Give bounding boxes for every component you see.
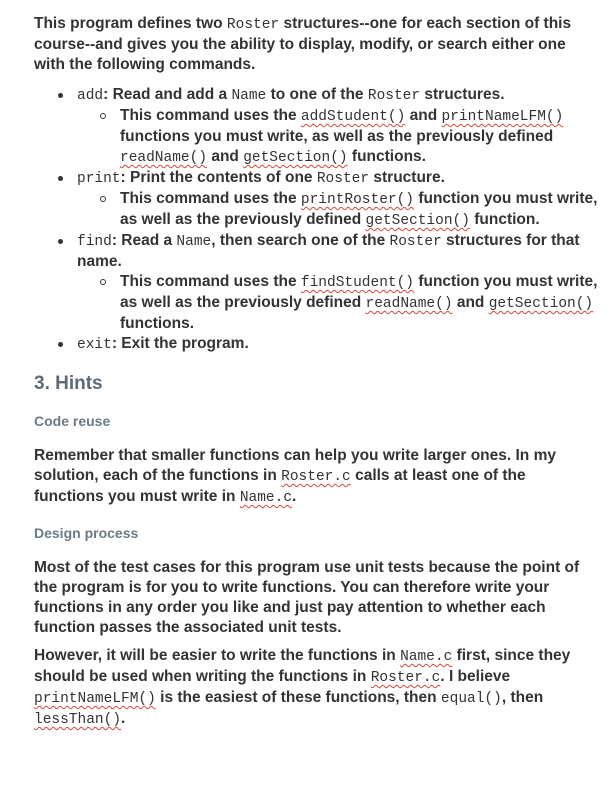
code-add: add	[77, 88, 104, 104]
code-reuse-heading: Code reuse	[34, 413, 111, 429]
code-readName: readName()	[120, 150, 208, 166]
code-getSection: getSection()	[365, 213, 470, 229]
code-getSection: getSection()	[488, 296, 594, 312]
command-item-print: print: Print the contents of one Roster structure. This command uses the printRoster() function you must write, as well as the previously defined getSection() function.	[34, 168, 599, 231]
code-lessThan: lessThan()	[34, 712, 122, 728]
code-reuse-paragraph: Remember that smaller functions can help you write larger ones. In my solution, each of the functions in Roster.c calls at least one of the functions you must write in Name.c.	[34, 447, 556, 506]
document-body	[34, 14, 599, 730]
code-printNameLFM: printNameLFM()	[34, 691, 156, 707]
code-roster: Roster	[226, 17, 280, 33]
code-print: print	[77, 171, 121, 187]
command-item-exit: exit: Exit the program.	[34, 334, 599, 355]
find-detail-item: This command uses the findStudent() function you must write, as well as the previously defined readName() and getSection() functions.	[77, 272, 599, 334]
design-paragraph-2: However, it will be easier to write the functions in Name.c first, since they should be used when writing the functions in Roster.c. I believe printNameLFM() is the easiest of these functions, then equal(), then lessThan().	[34, 647, 571, 728]
code-roster-c: Roster.c	[281, 469, 351, 485]
code-getSection: getSection()	[243, 150, 348, 166]
add-detail-item: This command uses the addStudent() and printNameLFM() functions you must write, as well as the previously defined readName() and getSection() functions.	[77, 106, 599, 168]
code-printNameLFM: printNameLFM()	[441, 109, 564, 125]
add-detail-list	[77, 106, 599, 168]
code-readName: readName()	[365, 296, 453, 312]
code-find: find	[77, 234, 112, 250]
code-findStudent: findStudent()	[300, 275, 415, 291]
find-detail-list	[77, 272, 599, 334]
design-paragraph-1: Most of the test cases for this program use unit tests because the point of the program is for you to write functions. You can therefore write your functions in any order you like and just pay attention to whether each function passes the associated unit tests.	[34, 559, 580, 636]
command-item-find: find: Read a Name, then search one of the Roster structures for that name. This command uses the findStudent() function you must write, as well as the previously defined readName() and getSection() functions.	[34, 231, 599, 334]
print-detail-list	[77, 189, 599, 231]
hints-heading: 3. Hints	[34, 373, 103, 394]
command-list	[34, 85, 599, 355]
code-equal: equal()	[440, 691, 502, 707]
code-exit: exit	[77, 337, 112, 353]
design-process-heading: Design process	[34, 525, 139, 541]
code-name-c: Name.c	[400, 649, 453, 665]
code-addStudent: addStudent()	[300, 109, 406, 125]
code-roster-c: Roster.c	[370, 670, 441, 686]
print-detail-item: This command uses the printRoster() function you must write, as well as the previously defined getSection() function.	[77, 189, 599, 231]
code-name-c: Name.c	[239, 490, 293, 506]
command-item-add: add: Read and add a Name to one of the Roster structures. This command uses the addStudent() and printNameLFM() functions you must write, as well as the previously defined readName() and getSection() functions.	[34, 85, 599, 168]
intro-paragraph: This program defines two Roster structures--one for each section of this course--and gives you the ability to display, modify, or search either one with the following commands.	[34, 15, 572, 73]
code-printRoster: printRoster()	[300, 192, 415, 208]
